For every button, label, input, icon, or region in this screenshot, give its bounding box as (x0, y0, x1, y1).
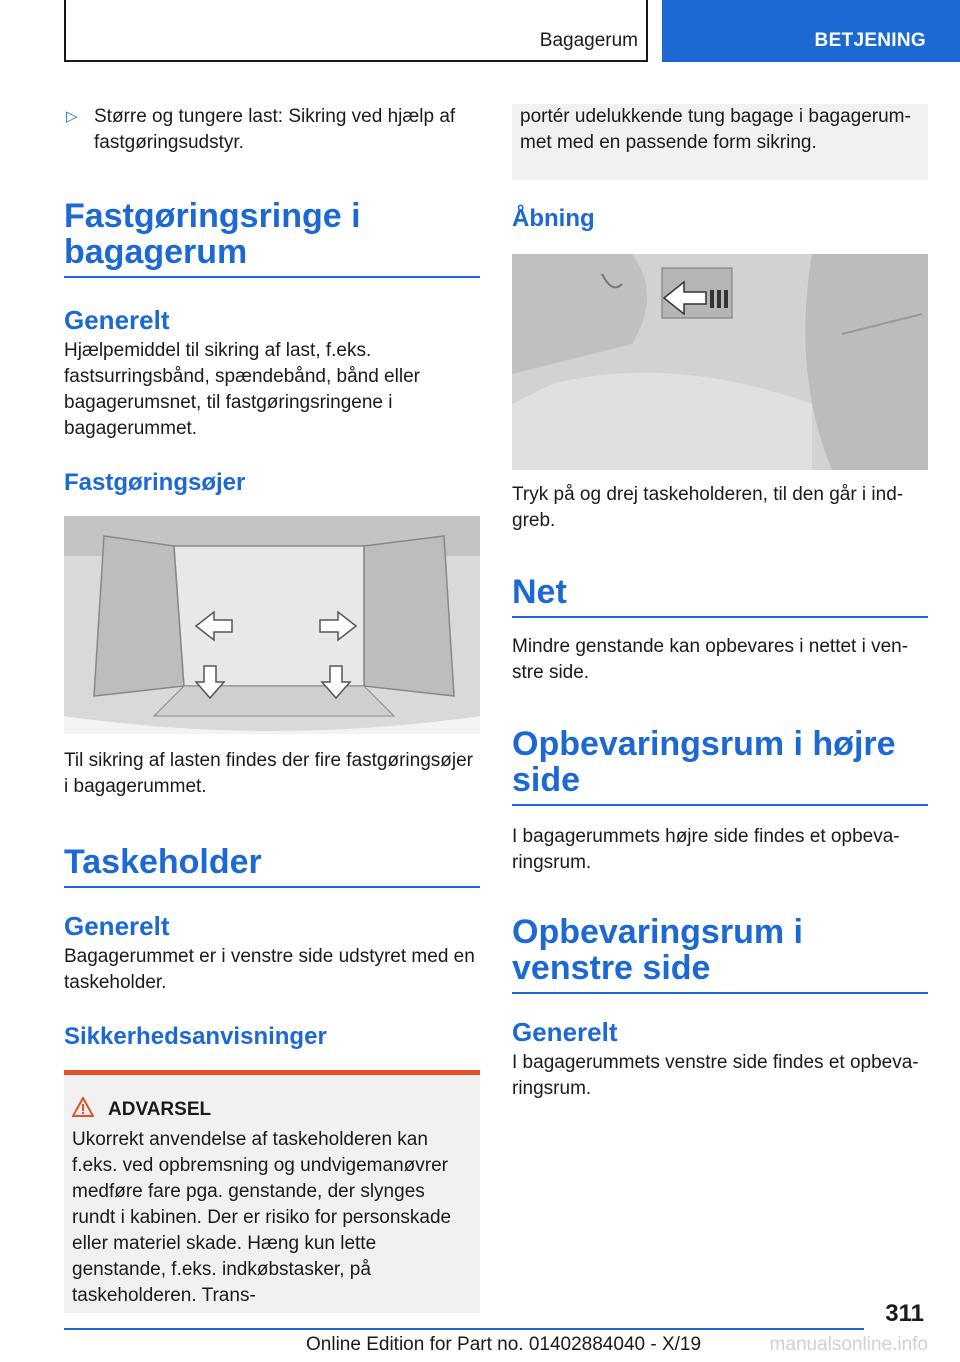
trunk-eyes-illustration (64, 516, 480, 734)
text-right-storage: I bagagerummets højre side findes et opbevaringsrum. (512, 826, 900, 873)
warning-title: ADVARSEL (108, 1099, 212, 1120)
text-general-2: Bagagerummet er i venstre side udstyret med en taskeholder. (64, 946, 475, 993)
bag-holder-drawing (512, 254, 928, 470)
text-left-storage: I bagagerummets venstre side findes et opbevaringsrum. (512, 1052, 919, 1099)
heading-general-3: Generelt (512, 1017, 618, 1047)
heading-fastening-eyes: Fastgøringsøjer (64, 469, 246, 496)
triangle-bullet-icon: ▷ (66, 108, 78, 125)
footer-rule (64, 1328, 864, 1330)
heading-left-storage: Opbevaringsrum i venstre side (512, 914, 928, 994)
warning-continuation-text: portér udelukkende tung bagage i bagagerummet med en passende form sikring. (520, 106, 911, 153)
text-opening: Tryk på og drej taskeholderen, til den går i indgreb. (512, 484, 904, 531)
heading-net: Net (512, 574, 928, 618)
page-number: 311 (885, 1300, 924, 1327)
bullet-text: Større og tungere last: Sikring ved hjælp af fastgøringsudstyr. (94, 106, 456, 153)
heading-right-storage: Opbevaringsrum i højre side (512, 726, 928, 806)
left-column (64, 104, 480, 1313)
trunk-eyes-drawing (64, 516, 480, 734)
warning-box (64, 1070, 480, 1313)
bullet-item (64, 104, 480, 156)
text-general-1: Hjælpemiddel til sikring af last, f.eks. fastsurringsbånd, spændebånd, bånd eller bagagerumsnet, til fastgøringsringene i bagagerummet. (64, 340, 420, 439)
watermark-text: manualsonline.info (769, 1334, 928, 1355)
warning-triangle-icon (72, 1097, 94, 1123)
warning-text: Ukorrekt anvendelse af taskeholderen kan f.eks. ved opbremsning og undvigemanøvrer medføre fare pga. genstande, der slynges rundt i kabinen. Der er risiko for personskade eller materiel skade. Hæng kun lette genstande, f.eks. indkøbstasker, på taskeholderen. Trans- (72, 1129, 452, 1306)
right-column (512, 104, 928, 1102)
heading-general-2: Generelt (64, 911, 170, 941)
heading-bag-holder: Taskeholder (64, 844, 480, 888)
warning-continuation-box (512, 104, 928, 180)
heading-fastening-rings: Fastgøringsringe i bagagerum (64, 198, 480, 278)
bag-holder-illustration (512, 254, 928, 470)
warning-header (72, 1097, 472, 1123)
header-section-title: Bagagerum (539, 30, 638, 51)
heading-safety-notes: Sikkerhedsanvisninger (64, 1023, 327, 1050)
edition-text: Online Edition for Part no. 01402884040 - X/19 (306, 1334, 702, 1355)
heading-general-1: Generelt (64, 305, 170, 335)
heading-opening: Åbning (512, 205, 595, 232)
header-chapter-tab: BETJENING (662, 0, 960, 62)
text-fastening-eyes: Til sikring af lasten findes der fire fastgøringsøjer i bagagerummet. (64, 750, 474, 797)
text-net: Mindre genstande kan opbevares i nettet i venstre side. (512, 636, 909, 683)
